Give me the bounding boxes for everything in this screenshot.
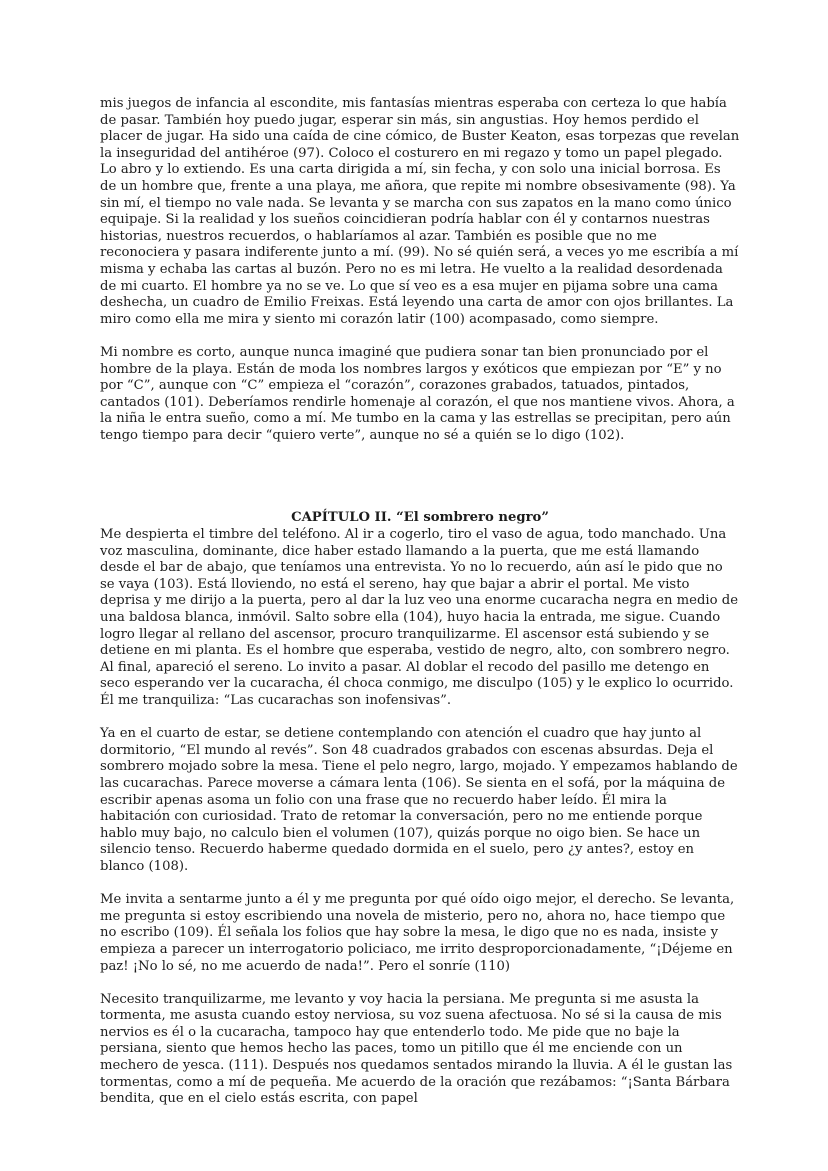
paragraph: Me invita a sentarme junto a él y me pregunta por qué oído oigo mejor, el derecho. Se levanta, me pregunta si estoy escribiendo una novela de misterio, pero no, ahora no, hace tiempo que no escribo (109). Él señala los folios que hay sobre la mesa, le digo que no es nada, insiste y empieza a parecer un interrogatorio policiaco, me irrito desproporcionadamente, “¡Déjeme en paz! ¡No lo sé, no me acuerdo de nada!”. Pero el sonríe (110) xyxy=(100,892,735,974)
paragraph: Ya en el cuarto de estar, se detiene contemplando con atención el cuadro que hay junto al dormitorio, “El mundo al revés”. Son 48 cuadrados grabados con escenas absurdas. Deja el sombrero mojado sobre la mesa. Tiene el pelo negro, largo, mojado. Y empezamos hablando de las cucarachas. Parece moverse a cámara lenta (106). Se sienta en el sofá, por la máquina de escribir apenas asoma un folio con una frase que no recuerdo haber leído. Él mira la habitación con curiosidad. Trato de retomar la conversación, pero no me entiende porque hablo muy bajo, no calculo bien el volumen (107), quizás porque no oigo bien. Se hace un silencio tenso. Recuerdo haberme quedado dormida en el suelo, pero ¿y antes?, estoy en blanco (108). xyxy=(100,726,738,874)
paragraph: Mi nombre es corto, aunque nunca imaginé que pudiera sonar tan bien pronunciado por el hombre de la playa. Están de moda los nombres largos y exóticos que empiezan por “E” y no por “C”, aunque con “C” empieza el “corazón”, corazones grabados, tatuados, pintados, cantados (101). Deberíamos rendirle homenaje al corazón, el que nos mantiene vivos. Ahora, a la niña le entra sueño, como a mí. Me tumbo en la cama y las estrellas se precipitan, pero aún tengo tiempo para decir “quiero verte”, aunque no sé a quién se lo digo (102). xyxy=(100,344,735,443)
chapter-title: CAPÍTULO II. “El sombrero negro” xyxy=(291,510,549,526)
paragraph: mis juegos de infancia al escondite, mis fantasías mientras esperaba con certeza lo que había de pasar. También hoy puedo jugar, esperar sin más, sin angustias. Hoy hemos perdido el placer de jugar. Ha sido una caída de cine cómico, de Buster Keaton, esas torpezas que revelan la inseguridad del antihéroe (97). Coloco el costurero en mi regazo y tomo un papel plegado. Lo abro y lo extiendo. Es una carta dirigida a mí, sin fecha, y con solo una inicial borrosa. Es de un hombre que, frente a una playa, me añora, que repite mi nombre obsesivamente (98). Ya sin mí, el tiempo no vale nada. Se levanta y se marcha con sus zapatos en la mano como único equipaje. Si la realidad y los sueños coincidieran podría hablar con él y contarnos nuestras historias, nuestros recuerdos, o hablaríamos al azar. También es posible que no me reconociera y pasara indiferente junto a mí. (99). No sé quién será, a veces yo me escribía a mí misma y echaba las cartas al buzón. Pero no es mi letra. He vuelto a la realidad desordenada de mi cuarto. El hombre ya no se ve. Lo que sí veo es a esa mujer en pijama sobre una cama deshecha, un cuadro de Emilio Freixas. Está leyendo una carta de amor con ojos brillantes. La miro como ella me mira y siento mi corazón latir (100) acompasado, como siempre. xyxy=(100,96,740,327)
paragraph: Me despierta el timbre del teléfono. Al ir a cogerlo, tiro el vaso de agua, todo manchado. Una voz masculina, dominante, dice haber estado llamando a la puerta, que me está llamando desde el bar de abajo, que teníamos una entrevista. Yo no lo recuerdo, aún así le pido que no se vaya (103). Está lloviendo, no está el sereno, hay que bajar a abrir el portal. Me visto deprisa y me dirijo a la puerta, pero al dar la luz veo una enorme cucaracha negra en medio de una baldosa blanca, inmóvil. Salto sobre ella (104), huyo hacia la entrada, me sigue. Cuando logro llegar al rellano del ascensor, procuro tranquilizarme. El ascensor está subiendo y se detiene en mi planta. Es el hombre que esperaba, vestido de negro, alto, con sombrero negro. Al final, apareció el sereno. Lo invito a pasar. Al doblar el recodo del pasillo me detengo en seco esperando ver la cucaracha, él choca conmigo, me disculpo (105) y le explico lo ocurrido. Él me tranquiliza: “Las cucarachas son inofensivas”. xyxy=(100,527,738,708)
document-page xyxy=(100,96,740,1108)
paragraph: Necesito tranquilizarme, me levanto y voy hacia la persiana. Me pregunta si me asusta la tormenta, me asusta cuando estoy nerviosa, su voz suena afectuosa. No sé si la causa de mis nervios es él o la cucaracha, tampoco hay que entenderlo todo. Me pide que no baje la persiana, siento que hemos hecho las paces, tomo un pitillo que él me enciende con un mechero de yesca. (111). Después nos quedamos sentados mirando la lluvia. A él le gustan las tormentas, como a mí de pequeña. Me acuerdo de la oración que rezábamos: “¡Santa Bárbara bendita, que en el cielo estás escrita, con papel xyxy=(100,991,733,1107)
